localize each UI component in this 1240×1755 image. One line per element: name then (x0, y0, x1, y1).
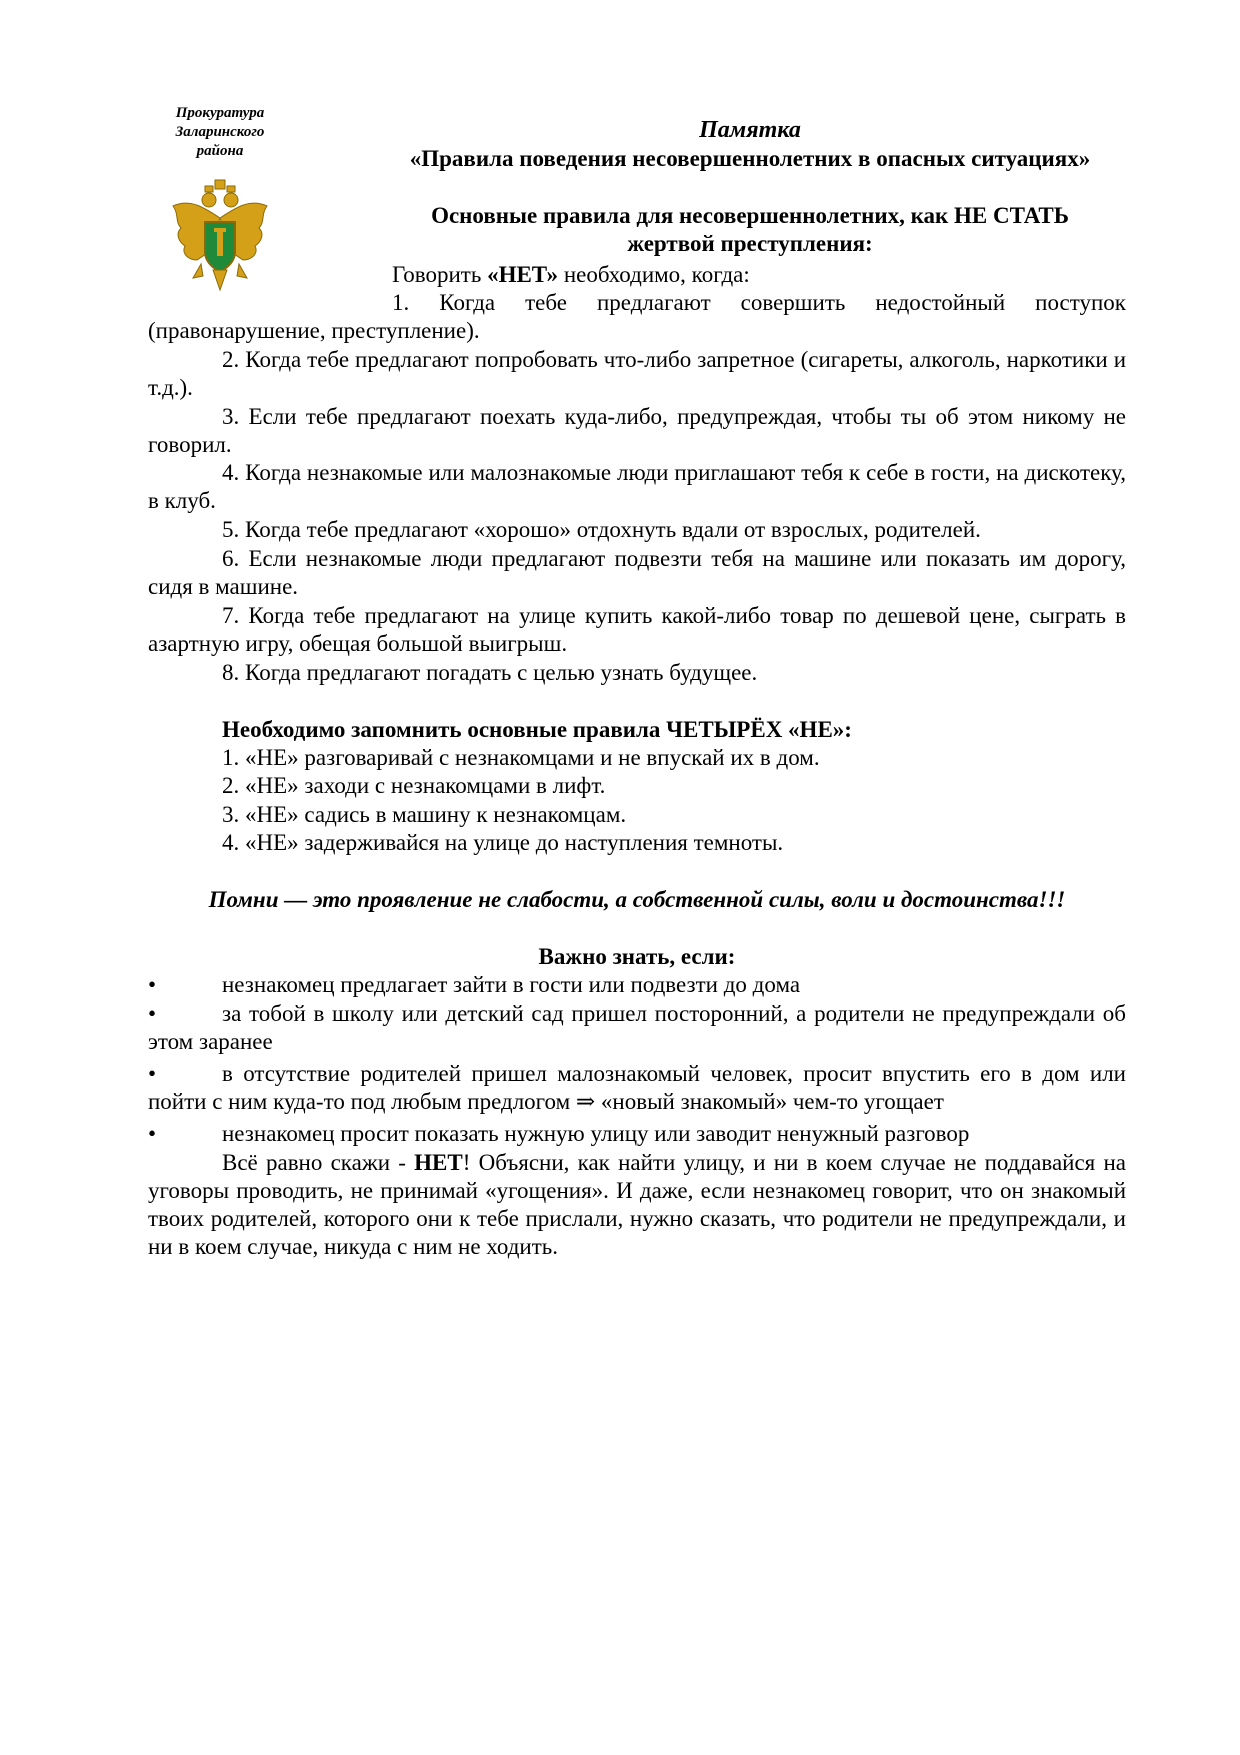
bullet-text: в отсутствие родителей пришел малознакомый человек, просит впустить его в дом или пойти с ним куда-то под любым предлогом ⇒ «новый знакомый» чем-то угощает (148, 1061, 1126, 1114)
page-title: Памятка (699, 117, 801, 143)
bullet-icon: • (148, 1001, 157, 1026)
four-no-item: 1. «НЕ» разговаривай с незнакомцами и не впускай их в дом. (222, 745, 820, 770)
prosecutor-emblem-icon (165, 178, 275, 296)
closing-paragraph (148, 1149, 1126, 1261)
remember-note: Помни — это проявление не слабости, а собственной силы, воли и достоинства!!! (208, 887, 1066, 912)
four-no-item: 4. «НЕ» задерживайся на улице до наступления темноты. (222, 830, 784, 855)
bullet-text: за тобой в школу или детский сад пришел посторонний, а родители не предупреждали об этом заранее (148, 1001, 1126, 1054)
say-no-item: 3. Если тебе предлагают поехать куда-либо, предупреждая, чтобы ты об этом никому не говорил. (148, 404, 1126, 457)
say-no-item: 2. Когда тебе предлагают попробовать что-либо запретное (сигареты, алкоголь, наркотики и т.д.). (148, 347, 1126, 400)
say-no-item: 8. Когда предлагают погадать с целью узнать будущее. (222, 660, 758, 685)
say-no-item: 5. Когда тебе предлагают «хорошо» отдохнуть вдали от взрослых, родителей. (222, 517, 981, 542)
say-no-item: 6. Если незнакомые люди предлагают подвезти тебя на машине или показать им дорогу, сидя в машине. (148, 546, 1126, 599)
bullet-icon: • (148, 972, 157, 997)
important-heading: Важно знать, если: (538, 944, 736, 969)
four-no-item: 2. «НЕ» заходи с незнакомцами в лифт. (222, 773, 606, 798)
list-item (148, 1000, 1126, 1056)
org-line-1: Прокуратура (175, 105, 265, 121)
list-item (148, 971, 1126, 999)
four-no-item: 3. «НЕ» садись в машину к незнакомцам. (222, 802, 627, 827)
closing-bold: НЕТ (414, 1150, 463, 1175)
say-no-intro-bold: «НЕТ» (487, 262, 559, 287)
bullet-icon: • (148, 1061, 157, 1086)
say-no-item: 1. Когда тебе предлагают совершить недостойный поступок (правонарушение, преступление). (148, 290, 1126, 343)
org-line-3: района (196, 143, 244, 159)
rules-heading (370, 202, 1130, 258)
organization-name (140, 104, 300, 161)
org-line-2: Заларинского (175, 124, 265, 140)
closing-post: ! Объясни, как найти улицу, и ни в коем случае не поддавайся на уговоры проводить, не принимай «угощения». И даже, если незнакомец говорит, что он знакомый твоих родителей, которого они к тебе прислали, нужно сказать, что родители не предупреждали, и ни в коем случае, никуда с ним не ходить. (148, 1150, 1126, 1259)
list-item (148, 1060, 1126, 1116)
bullet-text: незнакомец просит показать нужную улицу или заводит ненужный разговор (222, 1121, 970, 1146)
rules-heading-line-1: Основные правила для несовершеннолетних, как НЕ СТАТЬ (431, 203, 1069, 228)
bullet-icon: • (148, 1121, 157, 1146)
say-no-intro-pre: Говорить (392, 262, 488, 287)
four-no-heading: Необходимо запомнить основные правила ЧЕТЫРЁХ «НЕ»: (222, 717, 852, 742)
closing-pre: Всё равно скажи - (222, 1150, 415, 1175)
say-no-item: 7. Когда тебе предлагают на улице купить какой-либо товар по дешевой цене, сыграть в азартную игру, обещая большой выигрыш. (148, 603, 1126, 656)
list-item (148, 1120, 1126, 1148)
rules-heading-line-2: жертвой преступления: (627, 231, 873, 256)
say-no-intro-post: необходимо, когда: (558, 262, 750, 287)
bullet-text: незнакомец предлагает зайти в гости или подвезти до дома (222, 972, 801, 997)
say-no-item: 4. Когда незнакомые или малознакомые люди приглашают тебя к себе в гости, на дискотеку, в клуб. (148, 460, 1126, 513)
say-no-intro (392, 261, 750, 289)
page-subtitle: «Правила поведения несовершеннолетних в опасных ситуациях» (409, 146, 1091, 171)
